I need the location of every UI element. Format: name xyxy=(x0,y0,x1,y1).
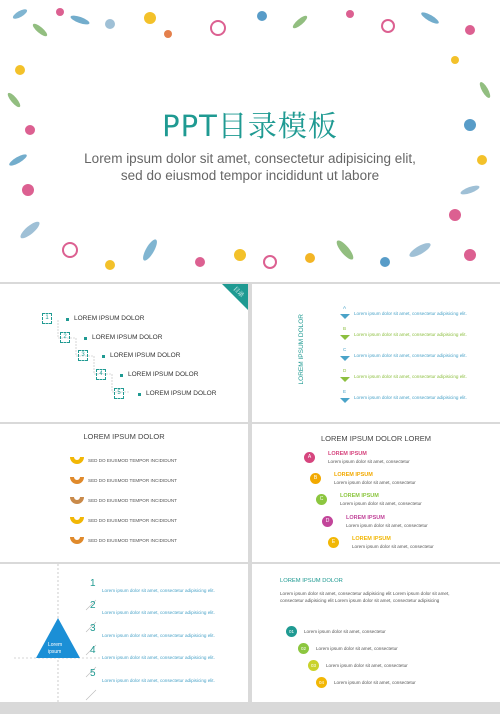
slide-paragraph-list[interactable] xyxy=(252,564,500,702)
list-item-text-5: Lorem ipsum dolor sit amet, consectetur adipisicing elit. xyxy=(354,395,467,400)
stair-label-5: LOREM IPSUM DOLOR xyxy=(146,390,217,397)
slide-vertical-list[interactable] xyxy=(252,284,500,422)
cover-slide[interactable] xyxy=(0,0,500,282)
down-arrow-icon xyxy=(340,314,350,319)
stair-number-5: 5 xyxy=(114,388,124,399)
triangle-label-line-1: Lorem xyxy=(48,642,63,648)
slide6-paragraph-line-2: consectetur adipisicing elit Lorem ipsum dolor sit amet, consectetur adipisicing xyxy=(280,598,440,603)
list-text-1: Lorem ipsum dolor sit amet, consectetur adipisicing elit. xyxy=(102,588,215,593)
halfcircle-item-3: SED DO EIUSMOD TEMPOR INCIDIDUNT xyxy=(88,498,177,503)
cover-subtitle-line-2: sed do eiusmod tempor incididunt ut labore xyxy=(120,168,380,183)
item-text-c: Lorem ipsum dolor sit amet, consectetur xyxy=(340,501,422,506)
list-item-text-2: Lorem ipsum dolor sit amet, consectetur adipisicing elit. xyxy=(354,332,467,337)
list-number-5: 5 xyxy=(90,668,96,679)
number-item-text-02: Lorem ipsum dolor sit amet, consectetur xyxy=(316,646,398,651)
stair-number-3: 3 xyxy=(78,350,88,361)
down-arrow-icon xyxy=(340,356,350,361)
stair-bullet xyxy=(120,374,123,377)
stair-number-4: 4 xyxy=(96,369,106,380)
slide4-title: LOREM IPSUM DOLOR LOREM xyxy=(320,434,432,443)
half-circle-icon xyxy=(70,517,84,524)
list-letter-3: C xyxy=(343,347,347,352)
number-circle-01: 01 xyxy=(286,626,297,637)
list-letter-1: A xyxy=(343,305,347,310)
cover-title: PPT目录模板 xyxy=(162,109,338,143)
list-text-4: Lorem ipsum dolor sit amet, consectetur adipisicing elit. xyxy=(102,655,215,660)
item-text-a: Lorem ipsum dolor sit amet, consectetur xyxy=(328,459,410,464)
half-circle-icon xyxy=(70,477,84,484)
list-text-5: Lorem ipsum dolor sit amet, consectetur adipisicing elit. xyxy=(102,678,215,683)
down-arrow-icon xyxy=(340,377,350,382)
corner-label: 目录 xyxy=(231,286,245,299)
letter-circle-d: D xyxy=(322,516,333,527)
list-item-text-1: Lorem ipsum dolor sit amet, consectetur adipisicing elit. xyxy=(354,311,467,316)
slide6-paragraph-line-1: Lorem ipsum dolor sit amet, consectetur adipisicing elit Lorem ipsum dolor sit amet, xyxy=(280,591,450,596)
halfcircle-item-4: SED DO EIUSMOD TEMPOR INCIDIDUNT xyxy=(88,518,177,523)
list-item-text-3: Lorem ipsum dolor sit amet, consectetur adipisicing elit. xyxy=(354,353,467,358)
slide-contents-staircase[interactable] xyxy=(0,284,248,422)
half-circle-icon xyxy=(70,497,84,504)
down-arrow-icon xyxy=(340,335,350,340)
stair-bullet xyxy=(66,318,69,321)
halfcircle-item-1: SED DO EIUSMOD TEMPOR INCIDIDUNT xyxy=(88,458,177,463)
stair-label-4: LOREM IPSUM DOLOR xyxy=(128,371,199,378)
letter-circle-e: E xyxy=(328,537,339,548)
halfcircle-item-5: SED DO EIUSMOD TEMPOR INCIDIDUNT xyxy=(88,538,177,543)
list-number-3: 3 xyxy=(90,623,96,634)
number-item-text-01: Lorem ipsum dolor sit amet, consectetur xyxy=(304,629,386,634)
item-head-a: LOREM IPSUM xyxy=(328,451,367,457)
slide6-title: LOREM IPSUM DOLOR xyxy=(280,578,343,584)
cover-subtitle xyxy=(60,150,440,184)
number-item-text-04: Lorem ipsum dolor sit amet, consectetur xyxy=(334,680,416,685)
down-arrow-icon xyxy=(340,398,350,403)
slide-halfcircle-list[interactable] xyxy=(0,424,248,562)
list-item-text-4: Lorem ipsum dolor sit amet, consectetur adipisicing elit. xyxy=(354,374,467,379)
slide-lettered-list[interactable] xyxy=(252,424,500,562)
stair-label-2: LOREM IPSUM DOLOR xyxy=(92,334,163,341)
letter-circle-a: A xyxy=(304,452,315,463)
item-text-e: Lorem ipsum dolor sit amet, consectetur xyxy=(352,544,434,549)
list-text-3: Lorem ipsum dolor sit amet, consectetur adipisicing elit. xyxy=(102,633,215,638)
letter-circle-c: C xyxy=(316,494,327,505)
list-letter-4: D xyxy=(343,368,347,373)
item-head-b: LOREM IPSUM xyxy=(334,472,373,478)
triangle-label-line-2: ipsum xyxy=(48,649,62,655)
item-head-e: LOREM IPSUM xyxy=(352,536,391,542)
stair-number-1: 1 xyxy=(42,313,52,324)
letter-circle-b: B xyxy=(310,473,321,484)
slide-triangle-list[interactable] xyxy=(0,564,248,702)
half-circle-icon xyxy=(70,537,84,544)
cover-subtitle-line-1: Lorem ipsum dolor sit amet, consectetur adipisicing elit, xyxy=(84,151,416,166)
stair-bullet xyxy=(102,355,105,358)
item-text-d: Lorem ipsum dolor sit amet, consectetur xyxy=(346,523,428,528)
stair-label-1: LOREM IPSUM DOLOR xyxy=(74,315,145,322)
item-text-b: Lorem ipsum dolor sit amet, consectetur xyxy=(334,480,416,485)
stair-number-2: 2 xyxy=(60,332,70,343)
halfcircle-item-2: SED DO EIUSMOD TEMPOR INCIDIDUNT xyxy=(88,478,177,483)
list-letter-5: E xyxy=(343,389,347,394)
list-number-2: 2 xyxy=(90,600,96,611)
list-letter-2: B xyxy=(343,326,347,331)
list-text-2: Lorem ipsum dolor sit amet, consectetur adipisicing elit. xyxy=(102,610,215,615)
number-item-text-03: Lorem ipsum dolor sit amet, consectetur xyxy=(326,663,408,668)
stair-bullet xyxy=(138,393,141,396)
number-circle-03: 03 xyxy=(308,660,319,671)
number-circle-04: 04 xyxy=(316,677,327,688)
half-circle-icon xyxy=(70,457,84,464)
list-number-1: 1 xyxy=(90,578,96,589)
vertical-title: LOREM IPSUM DOLOR xyxy=(298,314,305,385)
item-head-d: LOREM IPSUM xyxy=(346,515,385,521)
slide3-title: LOREM IPSUM DOLOR xyxy=(83,432,165,441)
item-head-c: LOREM IPSUM xyxy=(340,493,379,499)
list-number-4: 4 xyxy=(90,645,96,656)
number-circle-02: 02 xyxy=(298,643,309,654)
stair-bullet xyxy=(84,337,87,340)
stair-label-3: LOREM IPSUM DOLOR xyxy=(110,352,181,359)
